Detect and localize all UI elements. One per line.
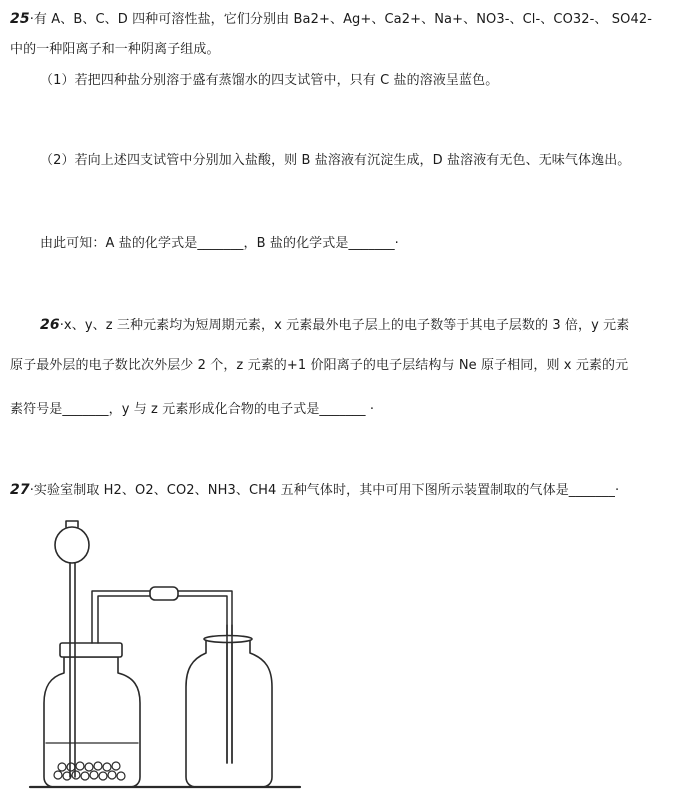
q25-number: 25 xyxy=(10,11,30,27)
q27-line xyxy=(10,479,619,498)
q26-number: 26 xyxy=(40,317,60,333)
q27-number: 27 xyxy=(10,482,30,498)
q25-line-1 xyxy=(10,8,652,27)
delivery-tube-left xyxy=(92,591,152,643)
q26-stem-text: ·x、y、z 三种元素均为短周期元素，x 元素最外电子层上的电子数等于其电子层数的 3 倍，y 元素 xyxy=(59,318,630,333)
solid-particles xyxy=(54,762,125,780)
q25-conclusion: 由此可知：A 盐的化学式是_______，B 盐的化学式是_______· xyxy=(40,236,399,251)
q25-part-1: （1）若把四种盐分别溶于盛有蒸馏水的四支试管中，只有 C 盐的溶液呈蓝色。 xyxy=(40,73,499,88)
q26-line-1 xyxy=(40,314,629,333)
q25-part-2: （2）若向上述四支试管中分别加入盐酸，则 B 盐溶液有沉淀生成，D 盐溶液有无色、无味气体逸出。 xyxy=(40,153,631,168)
q26-line-3: 素符号是_______，y 与 z 元素形成化合物的电子式是_______ · xyxy=(10,402,375,417)
gas-apparatus-diagram xyxy=(0,515,674,808)
q25-stem-text: ·有 A、B、C、D 四种可溶性盐，它们分别由 Ba2+、Ag+、Ca2+、Na+、NO3-、Cl-、CO32-、 SO42- xyxy=(29,12,652,27)
q25-stem-continued: 中的一种阳离子和一种阴离子组成。 xyxy=(10,42,220,57)
generating-bottle xyxy=(44,657,140,787)
q26-line-2: 原子最外层的电子数比次外层少 2 个，z 元素的+1 价阳离子的电子层结构与 Ne 原子相同，则 x 元素的元 xyxy=(10,358,629,373)
q27-stem-text: ·实验室制取 H2、O2、CO2、NH3、CH4 五种气体时，其中可用下图所示装置制取的气体是_______· xyxy=(29,483,620,498)
collecting-bottle xyxy=(186,636,272,788)
rubber-connector xyxy=(150,587,178,600)
